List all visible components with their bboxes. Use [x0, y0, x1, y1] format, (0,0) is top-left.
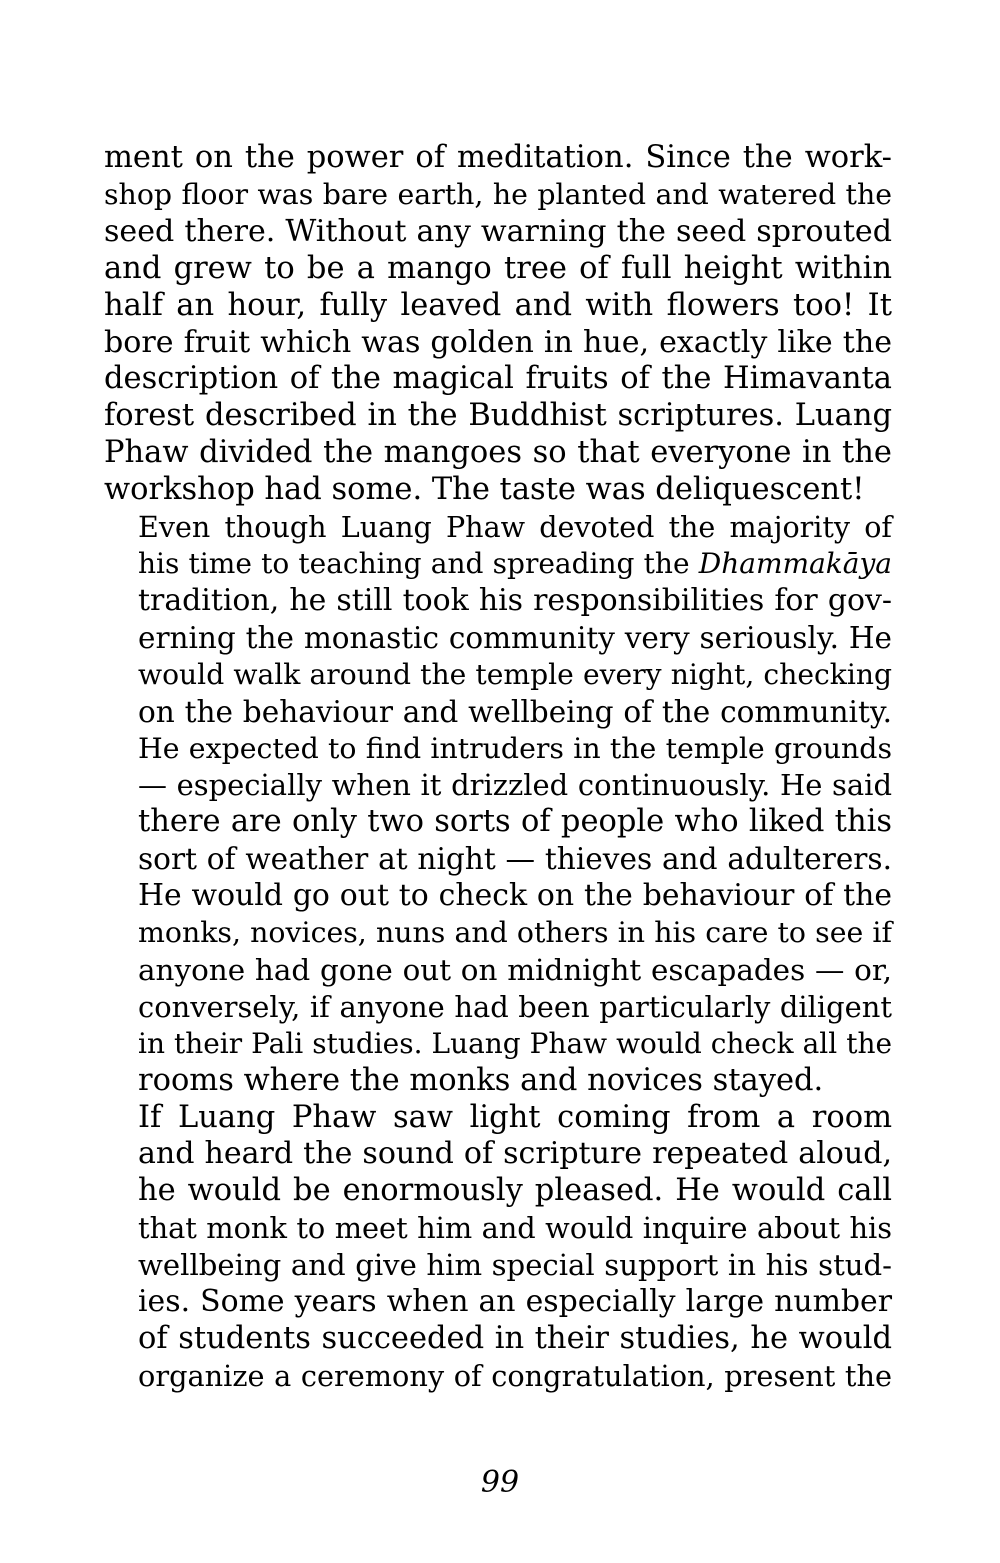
text-line-part: his time to teaching and spreading the [138, 546, 699, 580]
text-line: on the behaviour and wellbeing of the community. [138, 694, 892, 729]
text-line [104, 546, 892, 583]
text-line: erning the monastic community very seriously. He [138, 620, 892, 655]
text-line: Even though Luang Phaw devoted the majority of [138, 510, 892, 545]
text-line: description of the magical fruits of the Himavanta [104, 361, 892, 397]
text-line: wellbeing and give him special support in his stud- [138, 1248, 892, 1283]
text-line: of students succeeded in their studies, he would [138, 1321, 892, 1356]
text-line: He expected to find intruders in the temple grounds [138, 731, 892, 765]
text-line: tradition, he still took his responsibilities for gov- [138, 582, 892, 618]
text-line: in their Pali studies. Luang Phaw would check all the [138, 1026, 892, 1060]
text-line: monks, novices, nuns and others in his care to see if [138, 916, 892, 950]
text-line: conversely, if anyone had been particularly diligent [138, 989, 892, 1024]
italic-term: Dhammakāya [698, 546, 892, 580]
text-line: bore fruit which was golden in hue, exactly like the [104, 324, 892, 360]
text-line: there are only two sorts of people who liked this [138, 804, 892, 840]
page-number: 99 [480, 1465, 520, 1500]
text-line: rooms where the monks and novices stayed. [138, 1062, 824, 1098]
text-line: seed there. Without any warning the seed sprouted [104, 213, 892, 249]
text-line: If Luang Phaw saw light coming from a room [138, 1099, 892, 1135]
paragraph-3 [104, 1100, 892, 1395]
text-line: sort of weather at night — thieves and adulterers. [138, 842, 892, 877]
text-line: workshop had some. The taste was deliquescent! [104, 472, 865, 508]
text-line: ies. Some years when an especially large number [138, 1284, 892, 1320]
text-line: anyone had gone out on midnight escapades — or, [138, 952, 892, 987]
text-line: he would be enormously pleased. He would call [138, 1173, 892, 1209]
text-line: and heard the sound of scripture repeated aloud, [138, 1136, 892, 1172]
text-line: Phaw divided the mangoes so that everyone in the [104, 435, 892, 471]
paragraph-2 [104, 509, 892, 1100]
text-line: that monk to meet him and would inquire about his [138, 1211, 892, 1246]
text-line: half an hour, fully leaved and with flowers too! It [104, 287, 892, 323]
text-line: forest described in the Buddhist scriptures. Luang [104, 398, 892, 434]
text-line: organize a ceremony of congratulation, present the [138, 1358, 892, 1393]
paragraph-1 [104, 140, 892, 509]
text-line: and grew to be a mango tree of full height within [104, 250, 892, 286]
text-line: — especially when it drizzled continuously. He said [138, 768, 892, 803]
text-line: ment on the power of meditation. Since the work- [104, 140, 892, 175]
text-line: would walk around the temple every night, checking [138, 657, 892, 691]
text-line: shop floor was bare earth, he planted and watered the [104, 177, 892, 211]
text-line: He would go out to check on the behaviour of the [138, 878, 892, 914]
page-body [104, 140, 892, 1395]
